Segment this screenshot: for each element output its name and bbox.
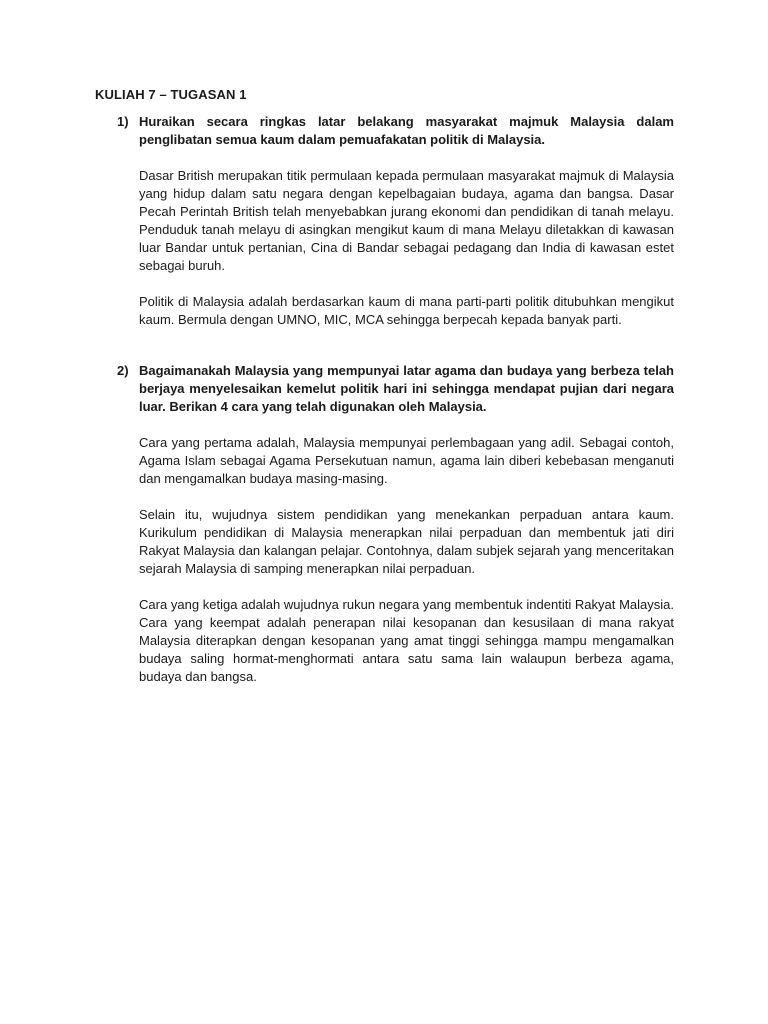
question-2 [95,362,674,699]
answer-paragraph: Politik di Malaysia adalah berdasarkan kaum di mana parti-parti politik ditubuhkan mengikut kaum. Bermula dengan UMNO, MIC, MCA sehingga berpecah kepada banyak parti. [139,294,674,327]
document-title: KULIAH 7 – TUGASAN 1 [95,87,247,102]
question-text: Huraikan secara ringkas latar belakang masyarakat majmuk Malaysia dalam penglibatan semua kaum dalam pemuafakatan politik di Malaysia. [139,114,674,147]
question-text: Bagaimanakah Malaysia yang mempunyai latar agama dan budaya yang berbeza telah berjaya menyelesaikan kemelut politik hari ini sehingga mendapat pujian dari negara luar. Berikan 4 cara yang telah digunakan oleh Malaysia. [139,363,674,414]
question-number: 1) [117,114,129,129]
question-1 [95,113,674,342]
answer-paragraph: Selain itu, wujudnya sistem pendidikan yang menekankan perpaduan antara kaum. Kurikulum pendidikan di Malaysia menerapkan nilai perpaduan dan membentuk jati diri Rakyat Malaysia dan kalangan pelajar. Contohnya, dalam subjek sejarah yang menceritakan sejarah Malaysia di samping menerapkan nilai perpaduan. [139,507,674,576]
answer-paragraph: Cara yang ketiga adalah wujudnya rukun negara yang membentuk indentiti Rakyat Malaysia. Cara yang keempat adalah penerapan nilai kesopanan dan kesusilaan di mana rakyat Malaysia diterapkan dengan kesopanan yang amat tinggi sehingga mampu mengamalkan budaya saling hormat-menghormati antara satu sama lain walaupun berbeza agama, budaya dan bangsa. [139,597,674,684]
answer-paragraph: Dasar British merupakan titik permulaan kepada permulaan masyarakat majmuk di Malaysia yang hidup dalam satu negara dengan kepelbagaian budaya, agama dan bangsa. Dasar Pecah Perintah British telah menyebabkan jurang ekonomi dan pendidikan di tanah melayu. Penduduk tanah melayu di asingkan mengikut kaum di mana Melayu diletakkan di kawasan luar Bandar untuk pertanian, Cina di Bandar sebagai pedagang dan India di kawasan estet sebagai buruh. [139,168,674,273]
answer-paragraph: Cara yang pertama adalah, Malaysia mempunyai perlembagaan yang adil. Sebagai contoh, Agama Islam sebagai Agama Persekutuan namun, agama lain diberi kebebasan menganuti dan mengamalkan budaya masing-masing. [139,435,674,486]
question-number: 2) [117,363,129,378]
